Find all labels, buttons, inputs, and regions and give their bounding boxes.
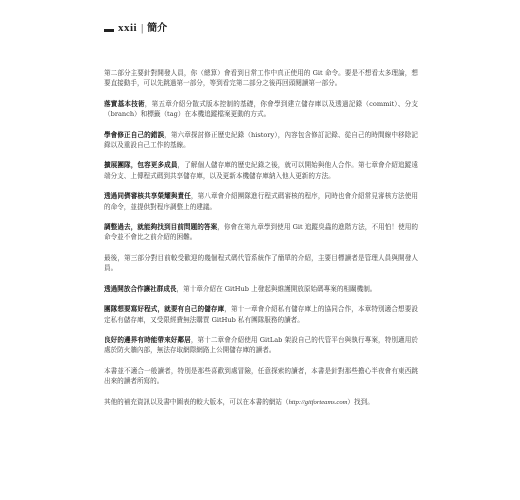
paragraph-text: ，第六章探討修正歷史紀錄（history），內容包含修訂記錄、從自己的時間線中移除記錄以及重設自己工作的基線。 (104, 130, 419, 150)
paragraph (104, 191, 418, 212)
paragraph (104, 304, 418, 325)
paragraph-text: ，第五章介紹分散式版本控制的基礎，你會學到建立儲存庫以及透過記錄（commit）、分支（branch）和標籤（tag）在本機追蹤檔案更動的方式。 (104, 99, 418, 119)
paragraph (104, 222, 418, 243)
header-separator: | (141, 23, 144, 34)
page-number: xxii (118, 22, 138, 34)
paragraph (104, 253, 418, 274)
paragraph-lead: 落實基本技術 (104, 99, 145, 108)
paragraph-text: 其他的補充資訊以及書中圖表的較大版本，可以在本書的網站（ (104, 397, 289, 406)
paragraph-text-tail: ）找到。 (347, 397, 374, 406)
chapter-title: 簡介 (147, 23, 168, 34)
paragraph (104, 335, 418, 356)
paragraph (104, 130, 418, 151)
paragraph-text: 本書並不適合一般讀者，特別是那些喜歡到處冒險，任意探索的讀者，本書是針對那些擔心半夜會有東西跳出來的讀者所寫的。 (104, 366, 418, 386)
paragraph-text: ，第十二章會介紹使用 GitLab 架設自己的代管平台與執行專案，特別適用於處於防火牆內部，無法存取網際網路上公開儲存庫的讀者。 (104, 335, 419, 355)
paragraph-lead: 擴展團隊，包容更多成員 (104, 161, 178, 170)
paragraph-text: ，第十章介紹在 GitHub 上發起與維護開放原始碼專案的相關機制。 (176, 284, 377, 293)
paragraph-lead: 學會修正自己的錯誤 (104, 130, 165, 139)
paragraph-text: ，了解個人儲存庫的歷史紀錄之後，就可以開始與他人合作。第七章會介紹追蹤遠端分支、上傳程式碼到共享儲存庫，以及更新本機儲存庫納入他人更新的方法。 (104, 161, 419, 180)
paragraph (104, 284, 418, 294)
page-header (104, 18, 167, 34)
paragraph (104, 366, 418, 387)
paragraph-lead: 調整過去，就能夠找到目前問題的答案 (104, 223, 218, 232)
paragraph (104, 68, 418, 89)
paragraph (104, 160, 418, 181)
website-link[interactable]: http://gitforteams.com (288, 398, 348, 406)
paragraph-text: ，第十一章會介紹私有儲存庫上的協同合作，本章特別適合想要設定私有儲存庫，又受限經費無法購買 GitHub 私有團隊服務的讀者。 (104, 305, 419, 324)
paragraph-text: ，第八章會介紹團隊進行程式碼審核的程序，同時也會介紹常見審核方法使用的命令，並提供對程序調整上的建議。 (104, 192, 419, 211)
paragraph-text: 最後，第三部分對目前較受歡迎的幾個程式碼代管系統作了簡單的介紹，主要目標讀者是管理人員與開發人員。 (104, 253, 418, 273)
paragraph-lead: 良好的邊界有時能帶來好鄰居 (104, 335, 191, 344)
paragraph-lead: 透過同儕審核共享榮耀與責任 (104, 192, 191, 201)
paragraph (104, 99, 418, 120)
paragraph-text: ，你會在第九章學到使用 Git 追蹤臭蟲的進階方法，不用怕！使用的命令並不會比之前介紹的困難。 (104, 223, 419, 242)
paragraph-lead: 團隊想要寫好程式，就要有自己的儲存庫 (104, 305, 225, 314)
header-rule (104, 29, 114, 32)
body-text (104, 68, 418, 418)
paragraph-text: 第二部分主要針對開發人員，你（總算）會看到日常工作中真正使用的 Git 命令。要是不想看太多理論，想要直接動手，可以先跳過第一部分，等到看完第二部分之後再回頭閱讀第一部分。 (104, 69, 418, 88)
paragraph-lead: 透過開放合作讓社群成長 (104, 284, 177, 293)
paragraph (104, 397, 418, 408)
